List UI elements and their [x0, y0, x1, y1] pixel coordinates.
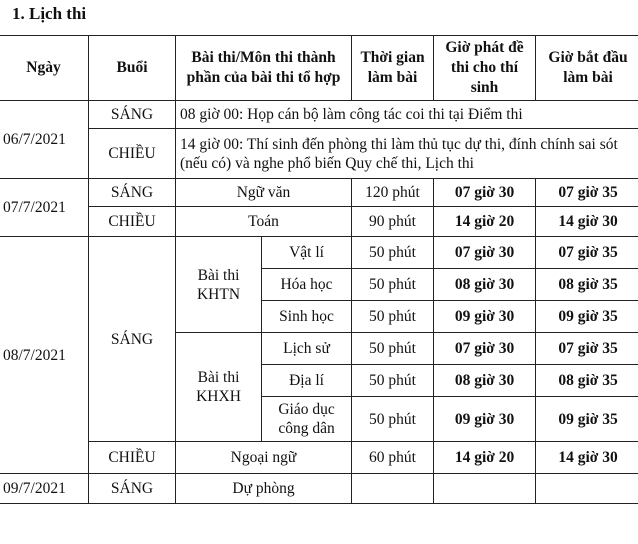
note-cell: 08 giờ 00: Họp cán bộ làm công tác coi thi tại Điểm thi [176, 101, 638, 129]
duration-cell: 50 phút [352, 365, 434, 397]
start-time-cell: 08 giờ 35 [536, 269, 638, 301]
col-header-handout: Giờ phát đề thi cho thí sinh [434, 36, 536, 101]
handout-time-cell: 14 giờ 20 [434, 442, 536, 474]
start-time-cell [536, 474, 638, 504]
date-cell: 09/7/2021 [0, 474, 89, 504]
start-time-cell: 09 giờ 35 [536, 301, 638, 333]
start-time-cell: 14 giờ 30 [536, 442, 638, 474]
start-time-cell: 14 giờ 30 [536, 207, 638, 237]
section-heading: 1. Lịch thi [12, 4, 87, 23]
col-header-subject: Bài thi/Môn thi thành phần của bài thi tổ hợp [176, 36, 352, 101]
start-time-cell: 07 giờ 35 [536, 237, 638, 269]
col-header-session: Buổi [89, 36, 176, 101]
handout-time-cell: 08 giờ 30 [434, 365, 536, 397]
table-row [0, 474, 638, 504]
duration-cell: 60 phút [352, 442, 434, 474]
handout-time-cell: 07 giờ 30 [434, 237, 536, 269]
duration-cell: 50 phút [352, 301, 434, 333]
table-row [0, 442, 638, 474]
col-header-start: Giờ bắt đầu làm bài [536, 36, 638, 101]
duration-cell: 90 phút [352, 207, 434, 237]
handout-time-cell: 14 giờ 20 [434, 207, 536, 237]
duration-cell [352, 474, 434, 504]
subject-cell: Hóa học [262, 269, 352, 301]
subject-cell: Sinh học [262, 301, 352, 333]
handout-time-cell: 09 giờ 30 [434, 397, 536, 442]
start-time-cell: 07 giờ 35 [536, 179, 638, 207]
subject-cell: Dự phòng [176, 474, 352, 504]
session-cell: SÁNG [89, 474, 176, 504]
col-header-duration: Thời gian làm bài [352, 36, 434, 101]
session-cell: SÁNG [89, 237, 176, 442]
session-cell: SÁNG [89, 101, 176, 129]
group-cell: Bài thi KHXH [176, 333, 262, 442]
session-cell: CHIỀU [89, 129, 176, 179]
col-header-date: Ngày [0, 36, 89, 101]
session-cell: CHIỀU [89, 207, 176, 237]
table-row [0, 237, 638, 269]
subject-cell: Toán [176, 207, 352, 237]
exam-schedule-table [0, 35, 638, 504]
group-cell: Bài thi KHTN [176, 237, 262, 333]
handout-time-cell: 09 giờ 30 [434, 301, 536, 333]
header-row [0, 36, 638, 101]
table-row [0, 179, 638, 207]
handout-time-cell: 07 giờ 30 [434, 179, 536, 207]
table-row [0, 101, 638, 129]
subject-cell: Giáo dục công dân [262, 397, 352, 442]
handout-time-cell [434, 474, 536, 504]
table-row [0, 129, 638, 179]
duration-cell: 50 phút [352, 269, 434, 301]
start-time-cell: 08 giờ 35 [536, 365, 638, 397]
date-cell: 07/7/2021 [0, 179, 89, 237]
handout-time-cell: 08 giờ 30 [434, 269, 536, 301]
date-cell: 06/7/2021 [0, 101, 89, 179]
duration-cell: 50 phút [352, 333, 434, 365]
subject-cell: Lịch sử [262, 333, 352, 365]
subject-cell: Vật lí [262, 237, 352, 269]
duration-cell: 50 phút [352, 237, 434, 269]
duration-cell: 50 phút [352, 397, 434, 442]
duration-cell: 120 phút [352, 179, 434, 207]
session-cell: CHIỀU [89, 442, 176, 474]
table-row [0, 207, 638, 237]
note-cell: 14 giờ 00: Thí sinh đến phòng thi làm thủ tục dự thi, đính chính sai sót (nếu có) và nghe phổ biến Quy chế thi, Lịch thi [176, 129, 638, 179]
subject-cell: Ngoại ngữ [176, 442, 352, 474]
start-time-cell: 07 giờ 35 [536, 333, 638, 365]
subject-cell: Ngữ văn [176, 179, 352, 207]
date-cell: 08/7/2021 [0, 237, 89, 474]
subject-cell: Địa lí [262, 365, 352, 397]
start-time-cell: 09 giờ 35 [536, 397, 638, 442]
handout-time-cell: 07 giờ 30 [434, 333, 536, 365]
session-cell: SÁNG [89, 179, 176, 207]
